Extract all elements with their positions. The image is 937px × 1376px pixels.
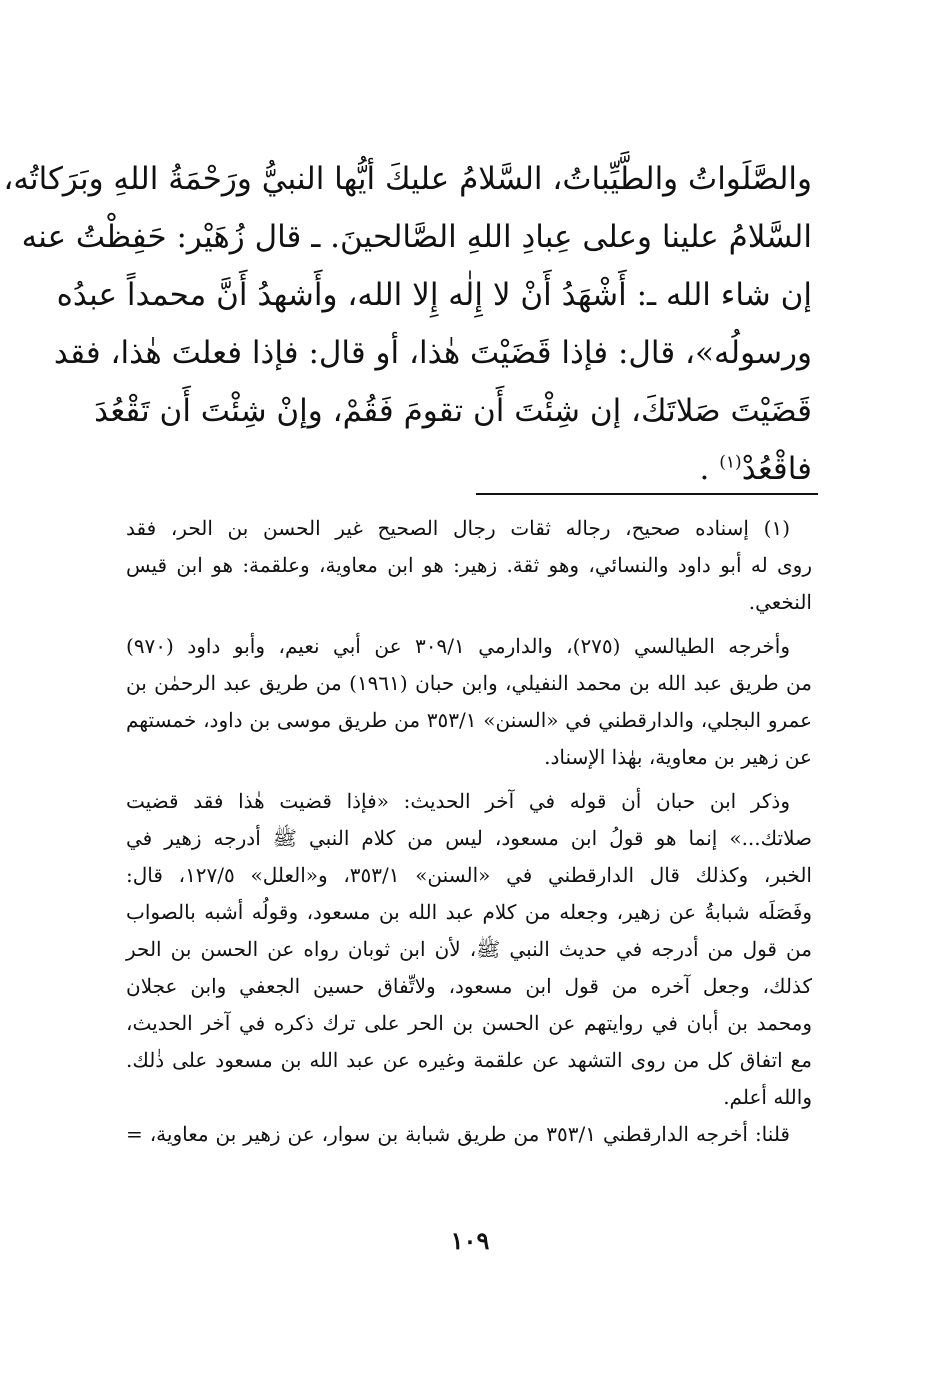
main-text-line: فاقْعُدْ [741, 451, 812, 487]
footnote-line: (١) إسناده صحيح، رجاله ثقات رجال الصحيح غير الحسن بن الحر، فقد [126, 516, 791, 540]
footnote-line: قلنا: أخرجه الدارقطني ٣٥٣/١ من طريق شبابة بن سوار، عن زهير بن معاوية، = [126, 1122, 790, 1146]
main-text-line: إن شاء الله ـ: أَشْهَدُ أَنْ لا إِلٰه إِلا الله، وأَشهدُ أَنَّ محمداً عبدُه [56, 277, 812, 313]
footnote-line: من طريق عبد الله بن محمد النفيلي، وابن حبان (١٩٦١) من طريق عبد الرحمٰن بن [126, 671, 812, 695]
paragraph-gap [126, 621, 812, 628]
footnote-line: صلاتك...» إنما هو قولُ ابن مسعود، ليس من كلام النبي ﷺ أدرجه زهير في [126, 826, 812, 850]
paragraph-gap [126, 776, 812, 783]
footnote-line: روى له أبو داود والنسائي، وهو ثقة. زهير: هو ابن معاوية، وعلقمة: هو ابن قيس [126, 553, 812, 577]
main-text-last-line [128, 440, 812, 498]
footnote-line: عن زهير بن معاوية، بهٰذا الإسناد. [544, 745, 812, 769]
footnote-line: كذلك، وجعل آخره من قول ابن مسعود، ولاتِّفاق حسين الجعفي وابن عجلان [126, 974, 812, 998]
footnote-line: والله أعلم. [723, 1085, 812, 1109]
footnotes [126, 510, 812, 1153]
footnote-line: مع اتفاق كل من روى التشهد عن علقمة وغيره عن عبد الله بن مسعود على ذٰلك. [126, 1048, 812, 1072]
footnote-line: عمرو البجلي، والدارقطني في «السنن» ٣٥٣/١ من طريق موسى بن داود، خمستهم [126, 708, 813, 732]
main-text-line: ورسولُه»، قال: فإذا قَضَيْتَ هٰذا، أو قال: فإذا فعلتَ هٰذا، فقد [53, 335, 812, 371]
footnote-separator [476, 493, 818, 495]
footnote-line: وفَصَلَه شبابةُ عن زهير، وجعله من كلام عبد الله بن مسعود، وقولُه أشبه بالصواب [126, 900, 812, 924]
footnote-line: ومحمد بن أبان في روايتهم عن الحسن بن الحر على ترك ذكره في آخر الحديث، [126, 1011, 812, 1035]
footnote-line: وأخرجه الطيالسي (٢٧٥)، والدارمي ٣٠٩/١ عن أبي نعيم، وأبو داود (٩٧٠) [126, 634, 790, 658]
footnote-line: الخبر، وكذلك قال الدارقطني في «السنن» ٣٥٣/١، و«العلل» ١٢٧/٥، قال: [126, 863, 812, 887]
footnote-line: النخعي. [748, 590, 812, 614]
main-text-line: والصَّلَواتُ والطَّيِّباتُ، السَّلامُ عليكَ أيُّها النبيُّ ورَحْمَةُ اللهِ وبَرَكاتُه، [3, 161, 812, 197]
main-text-line: قَضَيْتَ صَلاتَكَ، إن شِئْتَ أَن تقومَ فَقُمْ، وإنْ شِئْتَ أَن تَقْعُدَ [94, 393, 812, 429]
footnote-line: من قول من أدرجه في حديث النبي ﷺ، لأن ابن ثوبان رواه عن الحسن بن الحر [126, 937, 812, 961]
footnote-reference[interactable]: (١) [719, 452, 742, 473]
end-mark: . [699, 451, 720, 487]
page-number: ١٠٩ [450, 1226, 490, 1255]
footnote-line: وذكر ابن حبان أن قوله في آخر الحديث: «فإذا قضيت هٰذا فقد قضيت [126, 789, 790, 813]
main-text [3, 150, 812, 498]
main-text-line: السَّلامُ علينا وعلى عِبادِ اللهِ الصَّالحينَ. ـ قال زُهَيْر: حَفِظْتُ عنه [21, 219, 812, 255]
